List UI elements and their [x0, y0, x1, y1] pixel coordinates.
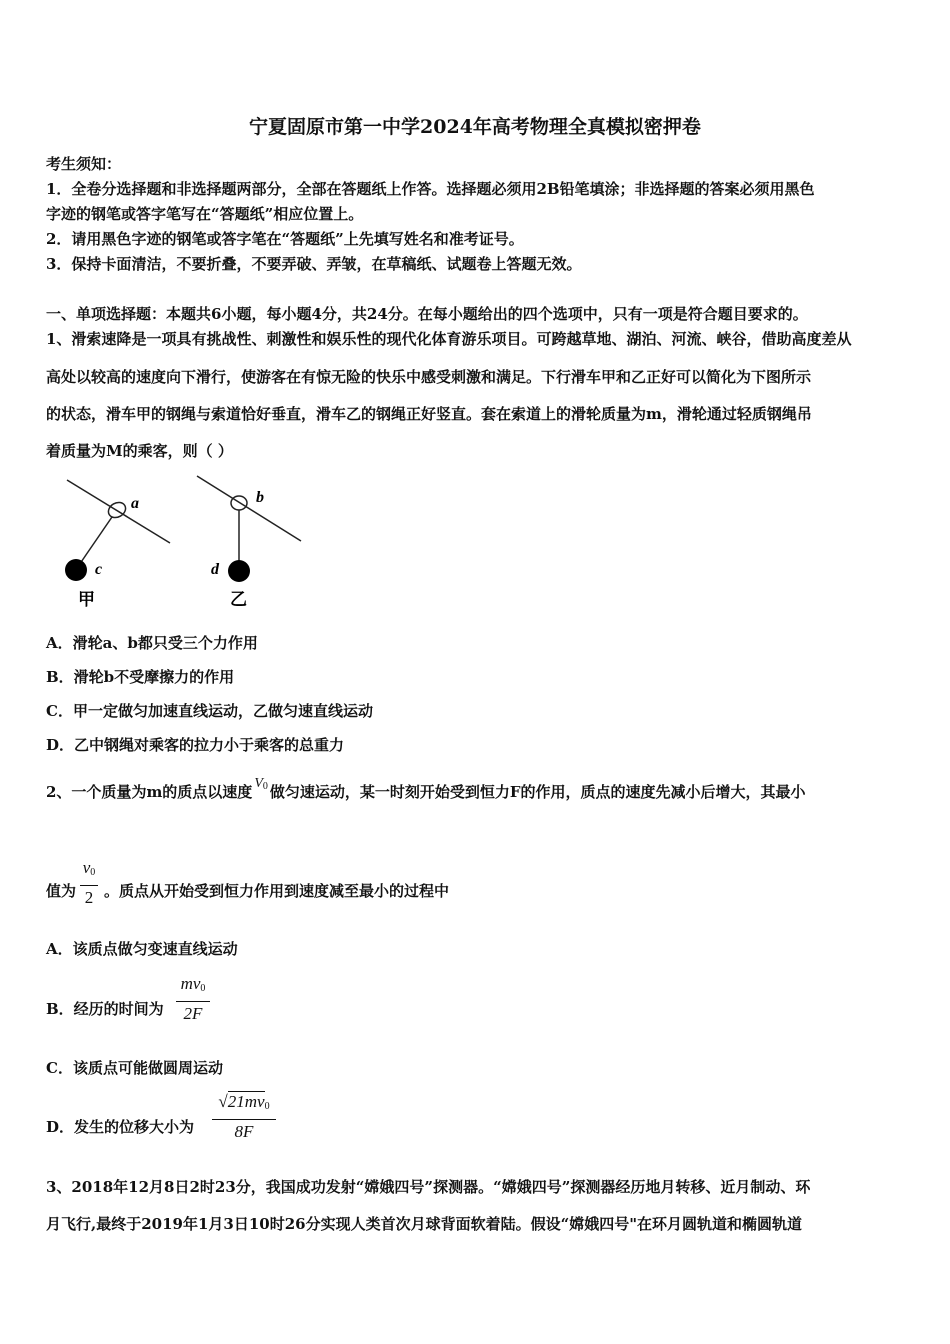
- fraction-sqrt21-mv0-over-8F: $√21mv_0$ 8F: [212, 1092, 276, 1142]
- q1-text: 着质量为M的乘客，则（ ）: [46, 442, 233, 460]
- passenger-c: [65, 559, 87, 581]
- notice-item: 字迹的钢笔或答字笔写在“答题纸”相应位置上。: [46, 205, 364, 223]
- label-d: d: [211, 561, 219, 578]
- notice-item: 1．全卷分选择题和非选择题两部分，全部在答题纸上作答。选择题必须用2B铅笔填涂；非选择题的答案必须用黑色: [46, 180, 815, 198]
- q2-option-c: C．该质点可能做圆周运动: [46, 1059, 223, 1077]
- q1-option-c: C．甲一定做匀加速直线运动，乙做匀速直线运动: [46, 702, 373, 720]
- label-b: b: [256, 489, 264, 506]
- notice-item: 3．保持卡面清洁，不要折叠，不要弄破、弄皱，在草稿纸、试题卷上答题无效。: [46, 255, 582, 273]
- q1-text: 1、滑索速降是一项具有挑战性、刺激性和娱乐性的现代化体育游乐项目。可跨越草地、湖泊、河流、峡谷，借助高度差从: [46, 330, 852, 348]
- q2-option-a: A．该质点做匀变速直线运动: [46, 940, 238, 958]
- q2-text: 。质点从开始受到恒力作用到速度减至最小的过程中: [104, 882, 450, 900]
- cableway-right: [197, 476, 301, 541]
- notice-item: 2．请用黑色字迹的钢笔或答字笔在“答题纸”上先填写姓名和准考证号。: [46, 230, 524, 248]
- passenger-d: [228, 560, 250, 582]
- notice-heading: 考生须知：: [46, 155, 122, 173]
- section-heading: 一、单项选择题：本题共6小题，每小题4分，共24分。在每小题给出的四个选项中，只有一项是符合题目要求的。: [46, 305, 808, 323]
- q2-option-b: B．经历的时间为: [46, 1000, 164, 1018]
- fraction-v0-over-2: $v_0$ 2: [80, 858, 98, 908]
- fraction-mv0-over-2F: $mv_0$ 2F: [176, 974, 210, 1024]
- q1-option-b: B．滑轮b不受摩擦力的作用: [46, 668, 235, 686]
- cableway-left: [67, 480, 170, 543]
- q2-option-d: D．发生的位移大小为: [46, 1118, 195, 1136]
- q2-text: 做匀速运动，某一时刻开始受到恒力F的作用，质点的速度先减小后增大，其最小: [269, 783, 806, 801]
- v0-symbol: $V_0$: [254, 776, 268, 792]
- q2-line1: [46, 776, 806, 802]
- label-a: a: [131, 495, 139, 512]
- q1-figure: [55, 470, 315, 615]
- q3-text: 3、2018年12月8日2时23分，我国成功发射“嫦娥四号”探测器。“嫦娥四号”探测器经历地月转移、近月制动、环: [46, 1178, 811, 1196]
- q1-text: 的状态，滑车甲的钢绳与索道恰好垂直，滑车乙的钢绳正好竖直。套在索道上的滑轮质量为m，滑轮通过轻质钢绳吊: [46, 405, 812, 423]
- page-title: 宁夏固原市第一中学2024年高考物理全真模拟密押卷: [249, 116, 701, 138]
- q2-text: 值为: [46, 882, 77, 900]
- q1-option-a: A．滑轮a、b都只受三个力作用: [46, 634, 258, 652]
- q1-option-d: D．乙中钢绳对乘客的拉力小于乘客的总重力: [46, 736, 345, 754]
- label-c: c: [95, 561, 103, 578]
- caption-yi: 乙: [230, 590, 247, 609]
- q2-text: 2、一个质量为m的质点以速度: [46, 783, 253, 801]
- q1-text: 高处以较高的速度向下滑行，使游客在有惊无险的快乐中感受刺激和满足。下行滑车甲和乙正好可以简化为下图所示: [46, 368, 812, 386]
- q3-text: 月飞行,最终于2019年1月3日10时26分实现人类首次月球背面软着陆。假设“嫦娥四号"在环月圆轨道和椭圆轨道: [46, 1215, 803, 1233]
- caption-jia: 甲: [78, 590, 95, 609]
